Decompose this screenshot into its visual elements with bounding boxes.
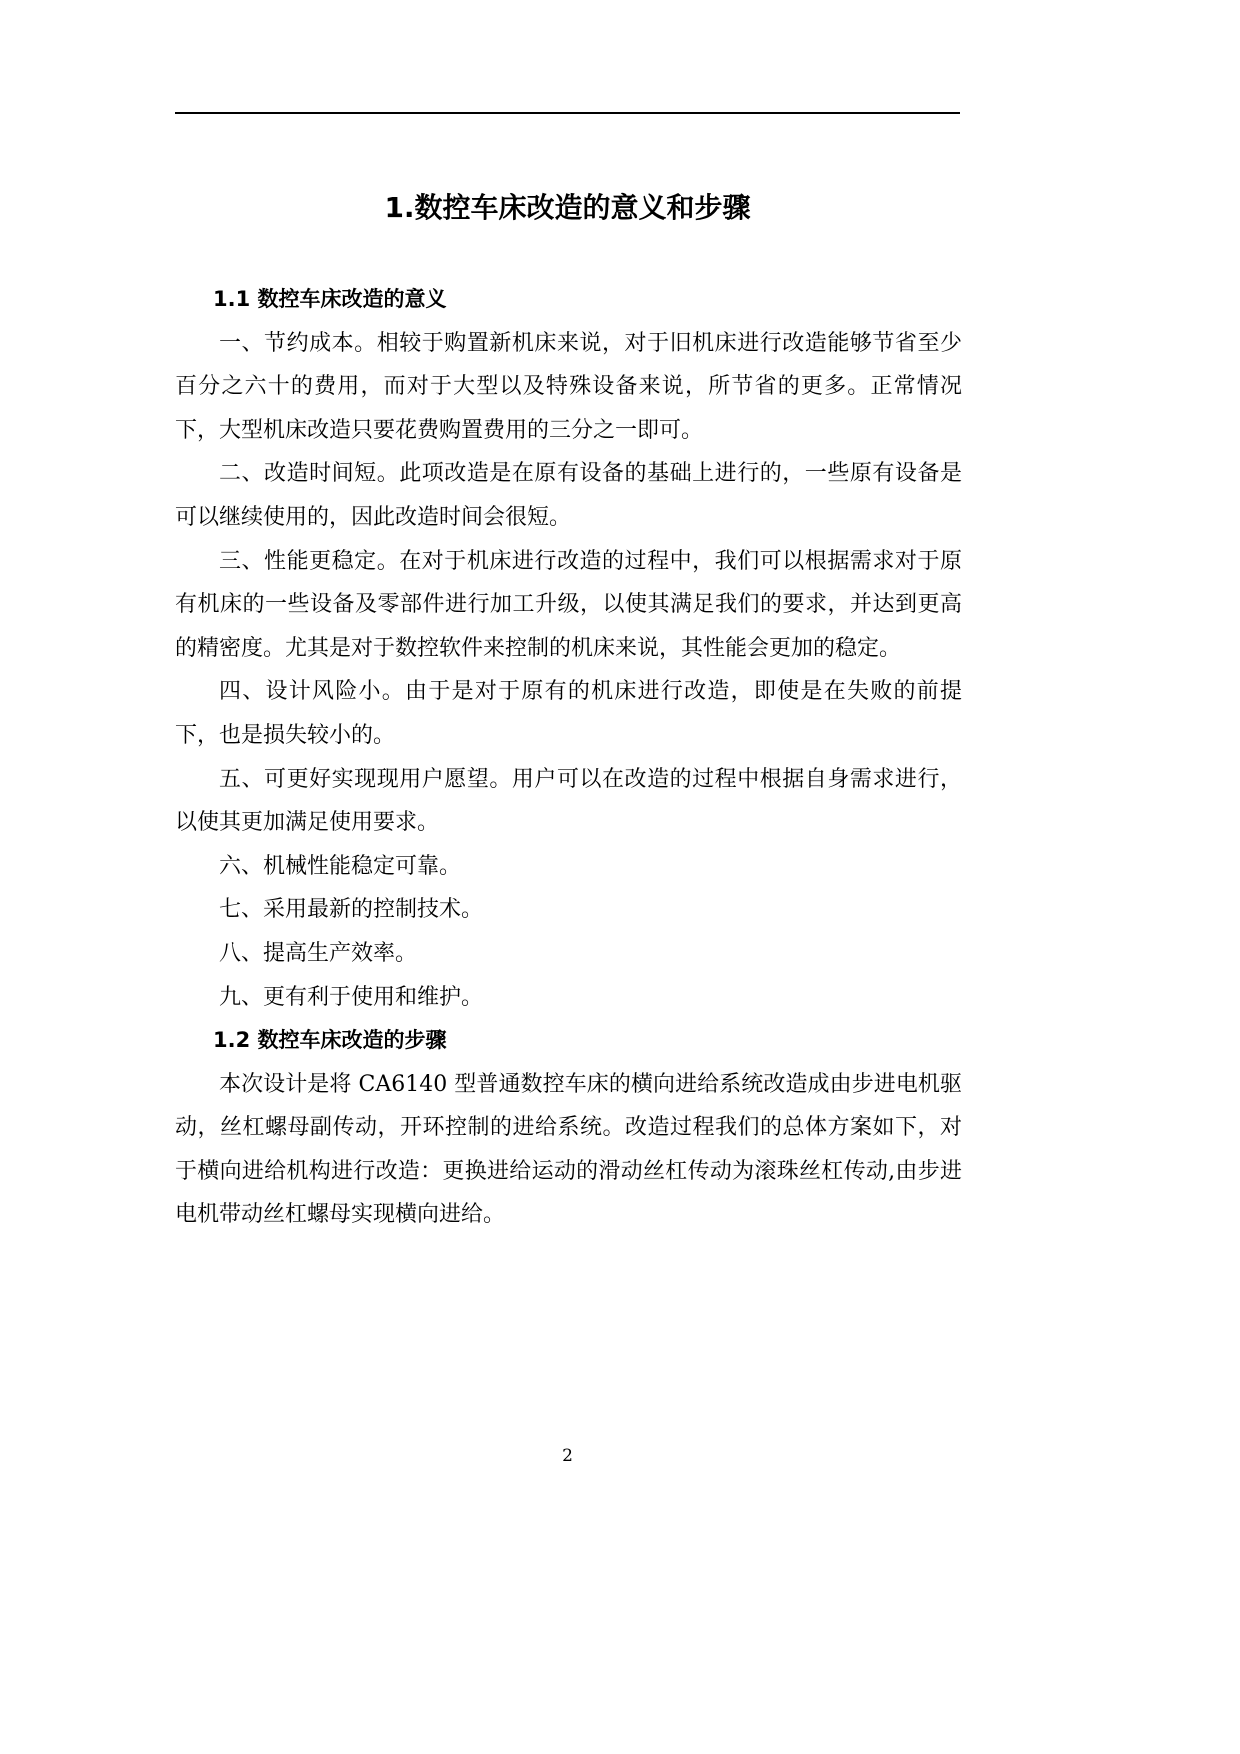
paragraph: 三、性能更稳定。在对于机床进行改造的过程中，我们可以根据需求对于原有机床的一些设备及零部件进行加工升级，以使其满足我们的要求，并达到更高的精密度。尤其是对于数控软件来控制的机床来说，其性能会更加的稳定。	[175, 548, 962, 661]
paragraph: 五、可更好实现现用户愿望。用户可以在改造的过程中根据自身需求进行，以使其更加满足使用要求。	[175, 766, 962, 836]
paragraph: 本次设计是将 CA6140 型普通数控车床的横向进给系统改造成由步进电机驱动，丝杠螺母副传动，开环控制的进给系统。改造过程我们的总体方案如下，对于横向进给机构进行改造：更换进给运动的滑动丝杠传动为滚珠丝杠传动,由步进电机带动丝杠螺母实现横向进给。	[175, 1071, 962, 1228]
section-heading-1-1: 1.1 数控车床改造的意义	[213, 287, 447, 311]
header-rule	[175, 112, 960, 114]
paragraph: 二、改造时间短。此项改造是在原有设备的基础上进行的，一些原有设备是可以继续使用的，因此改造时间会很短。	[175, 461, 962, 530]
page-number: 2	[562, 1446, 573, 1466]
paragraph: 六、机械性能稳定可靠。	[219, 853, 462, 879]
chapter-title: 1.数控车床改造的意义和步骤	[384, 191, 751, 224]
paragraph: 四、设计风险小。由于是对于原有的机床进行改造，即使是在失败的前提下，也是损失较小的。	[175, 679, 962, 748]
document-body	[175, 278, 962, 1237]
section-heading-1-2: 1.2 数控车床改造的步骤	[213, 1028, 447, 1053]
paragraph: 九、更有利于使用和维护。	[219, 984, 484, 1010]
paragraph: 七、采用最新的控制技术。	[219, 897, 484, 923]
paragraph: 八、提高生产效率。	[219, 940, 418, 966]
paragraph: 一、节约成本。相较于购置新机床来说，对于旧机床进行改造能够节省至少百分之六十的费用，而对于大型以及特殊设备来说，所节省的更多。正常情况下，大型机床改造只要花费购置费用的三分之一即可。	[175, 330, 962, 443]
